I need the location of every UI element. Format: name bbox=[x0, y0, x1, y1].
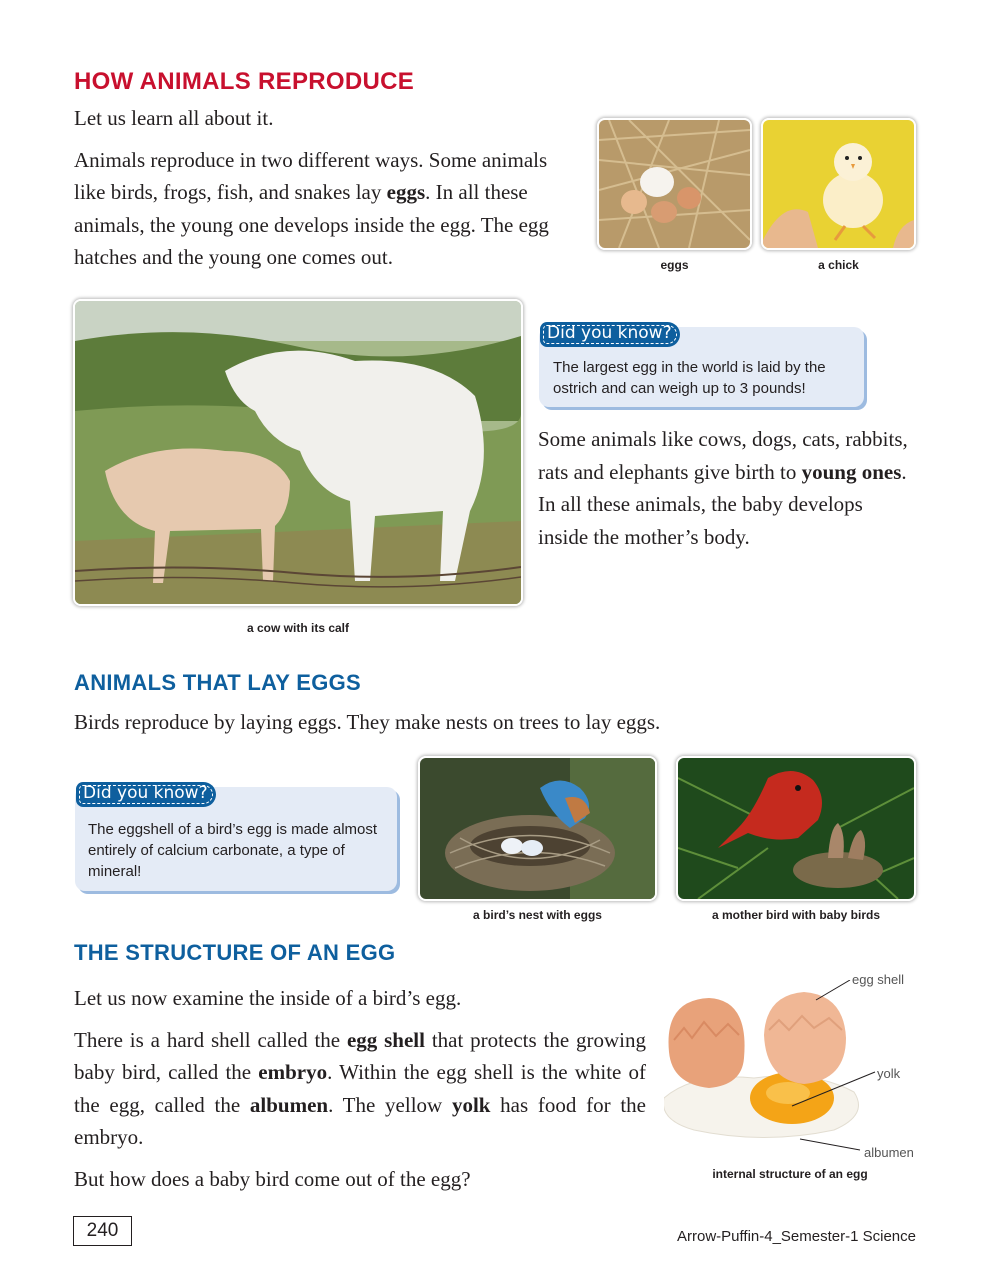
intro-text bbox=[74, 102, 574, 274]
did-you-know-box-ostrich bbox=[539, 323, 864, 407]
lay-eggs-text: Birds reproduce by laying eggs. They make nests on trees to lay eggs. bbox=[74, 710, 661, 734]
keyword-yolk: yolk bbox=[451, 1092, 491, 1117]
keyword-young-ones: young ones bbox=[801, 459, 902, 484]
reproduce-paragraph: Animals reproduce in two different ways. Some animals like birds, frogs, fish, and snakes lay eggs. In all these animals, the young one develops inside the egg. The egg hatches and the young one comes out. bbox=[74, 147, 549, 269]
caption-eggs: eggs bbox=[660, 258, 689, 272]
eggs-photo bbox=[597, 118, 752, 250]
egg-structure-intro: Let us now examine the inside of a bird’s egg. bbox=[74, 986, 462, 1010]
nest-photo bbox=[418, 756, 657, 901]
egg-structure-paragraph: There is a hard shell called the egg shell that protects the growing baby bird, called the embryo. Within the egg shell is the white of the egg, called the albumen. The yellow yolk has food for the embryo. bbox=[74, 1027, 646, 1149]
label-albumen: albumen bbox=[864, 1145, 914, 1160]
did-you-know-text: The largest egg in the world is laid by the ostrich and can weigh up to 3 pounds! bbox=[553, 359, 826, 397]
egg-structure-text bbox=[74, 982, 646, 1195]
mother-bird-photo bbox=[676, 756, 916, 901]
keyword-embryo: embryo bbox=[258, 1060, 328, 1084]
caption-egg-structure: internal structure of an egg bbox=[712, 1167, 868, 1181]
young-ones-paragraph: Some animals like cows, dogs, cats, rabbits, rats and elephants give birth to young ones. In all these animals, the baby develops inside the mother’s body. bbox=[538, 427, 908, 549]
intro-line: Let us learn all about it. bbox=[74, 106, 274, 130]
did-you-know-tab: Did you know? bbox=[76, 782, 216, 807]
caption-cow: a cow with its calf bbox=[246, 621, 350, 635]
section-heading-egg-structure: THE STRUCTURE OF AN EGG bbox=[74, 940, 396, 965]
did-you-know-text: The eggshell of a bird’s egg is made almost entirely of calcium carbonate, a type of mineral! bbox=[88, 821, 378, 880]
label-egg-shell: egg shell bbox=[852, 972, 905, 987]
egg-question: But how does a baby bird come out of the egg? bbox=[74, 1166, 471, 1191]
cow-photo bbox=[73, 299, 523, 606]
keyword-eggs: eggs bbox=[386, 180, 426, 204]
keyword-egg-shell: egg shell bbox=[346, 1027, 425, 1052]
caption-mother-bird: a mother bird with baby birds bbox=[711, 908, 881, 922]
did-you-know-tab: Did you know? bbox=[540, 322, 680, 347]
did-you-know-box-eggshell bbox=[75, 783, 397, 891]
chick-photo bbox=[761, 118, 916, 250]
caption-chick: a chick bbox=[818, 258, 859, 272]
keyword-albumen: albumen bbox=[249, 1092, 329, 1117]
section-heading-lay-eggs: ANIMALS THAT LAY EGGS bbox=[74, 670, 362, 695]
section-heading-reproduce: HOW ANIMALS REPRODUCE bbox=[74, 68, 415, 95]
label-yolk: yolk bbox=[877, 1066, 901, 1081]
page-number: 240 bbox=[73, 1216, 132, 1246]
book-title-footer: Arrow-Puffin-4_Semester-1 Science bbox=[677, 1228, 916, 1245]
caption-nest: a bird’s nest with eggs bbox=[473, 908, 602, 922]
